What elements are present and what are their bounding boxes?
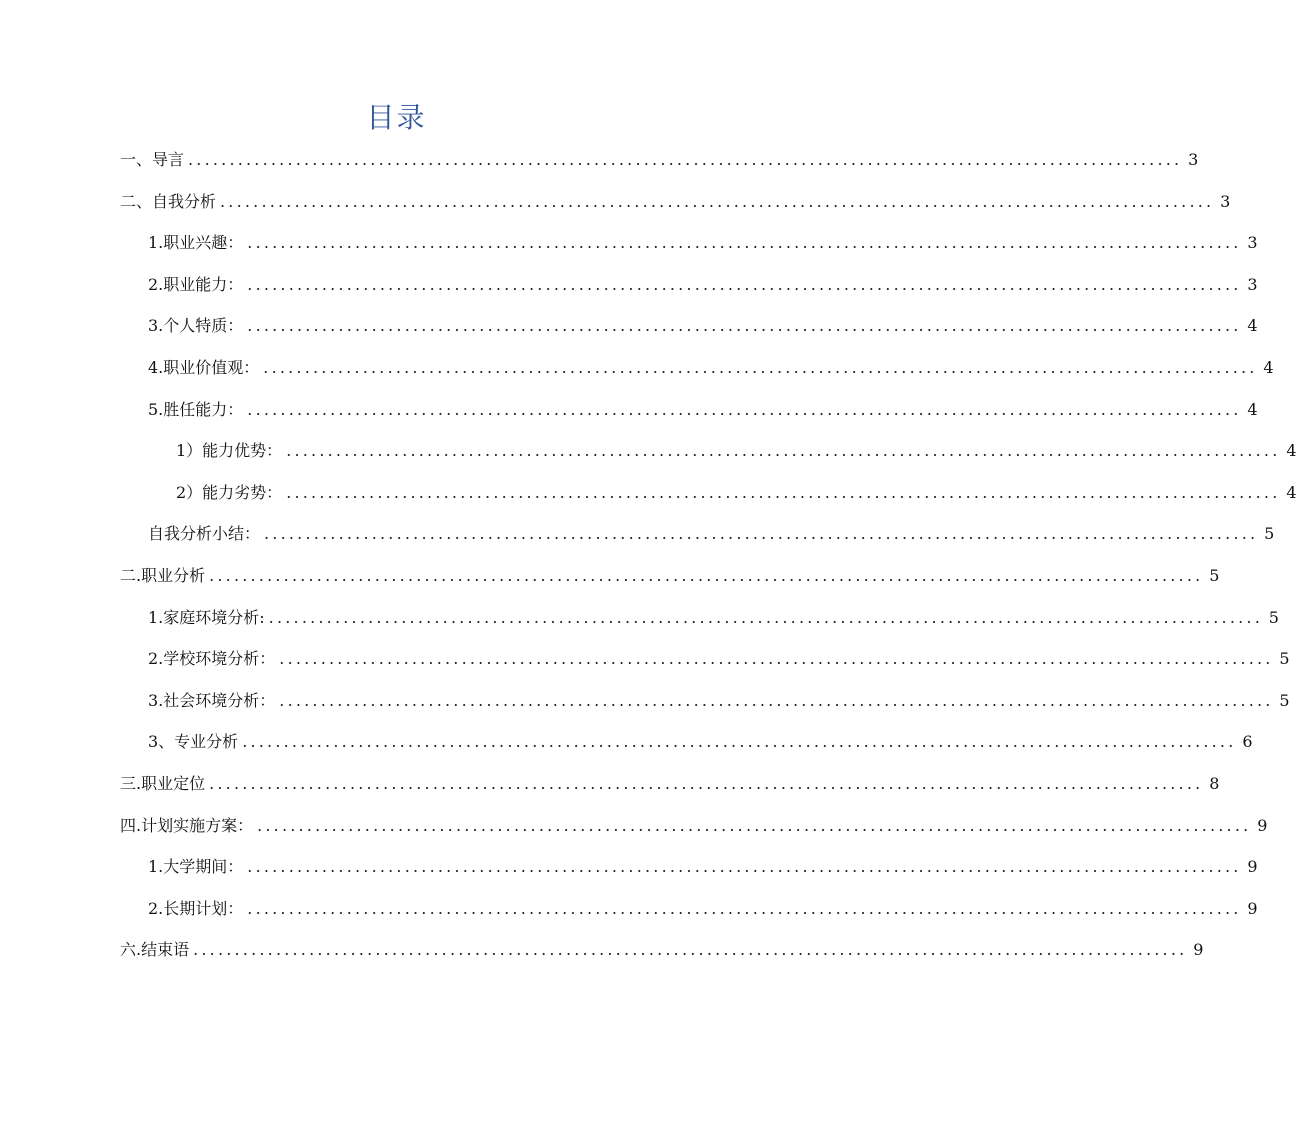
toc-leader-dots: ........................................................................................................................: [209, 566, 1204, 585]
toc-entry-label: 六.结束语: [120, 940, 190, 959]
toc-entry-page: 5: [1279, 649, 1290, 668]
toc-title: 目录: [366, 101, 427, 134]
toc-entry-label: 二.职业分析: [120, 566, 206, 585]
toc-leader-dots: ........................................................................................................................: [247, 400, 1242, 419]
toc-entry[interactable]: [120, 562, 1220, 586]
toc-entry[interactable]: [148, 396, 1258, 420]
toc-entry-label: 1.大学期间：: [148, 857, 244, 876]
toc-entry[interactable]: [176, 479, 1297, 503]
toc-entry-label: 4.职业价值观：: [148, 358, 260, 377]
toc-entry[interactable]: [120, 936, 1204, 960]
toc-entry-page: 9: [1193, 940, 1204, 959]
toc-entry[interactable]: [148, 271, 1258, 295]
toc-leader-dots: ........................................................................................................................: [247, 316, 1242, 335]
toc-leader-dots: ........................................................................................................................: [286, 441, 1281, 460]
toc-entry-label: 自我分析小结：: [148, 524, 261, 543]
toc-entry-page: 4: [1286, 441, 1297, 460]
toc-entry-page: 5: [1279, 691, 1290, 710]
toc-leader-dots: ........................................................................................................................: [188, 150, 1183, 169]
toc-entry-label: 3、专业分析: [148, 732, 239, 751]
toc-entry-label: 四.计划实施方案：: [120, 816, 254, 835]
toc-leader-dots: ........................................................................................................................: [264, 524, 1259, 543]
toc-leader-dots: ........................................................................................................................: [247, 857, 1242, 876]
toc-entry-label: 2.长期计划：: [148, 899, 244, 918]
toc-entry-label: 2）能力劣势：: [176, 483, 283, 502]
toc-entry[interactable]: [148, 354, 1274, 378]
toc-entry-page: 9: [1247, 899, 1258, 918]
toc-entry[interactable]: [148, 604, 1279, 628]
toc-leader-dots: ........................................................................................................................: [286, 483, 1281, 502]
toc-entry[interactable]: [148, 645, 1290, 669]
toc-entry-label: 2.学校环境分析：: [148, 649, 276, 668]
toc-entry[interactable]: [120, 812, 1268, 836]
toc-entry-label: 1）能力优势：: [176, 441, 283, 460]
toc-entry-label: 3.个人特质：: [148, 316, 244, 335]
toc-entry-label: 1.家庭环境分析:: [148, 608, 265, 627]
toc-entry-label: 2.职业能力：: [148, 275, 244, 294]
toc-entry[interactable]: [148, 312, 1258, 336]
toc-entry-page: 3: [1247, 275, 1258, 294]
toc-leader-dots: ........................................................................................................................: [247, 233, 1242, 252]
toc-leader-dots: ........................................................................................................................: [279, 691, 1274, 710]
toc-entry-page: 5: [1264, 524, 1275, 543]
toc-entry-page: 3: [1188, 150, 1199, 169]
toc-leader-dots: ........................................................................................................................: [242, 732, 1237, 751]
toc-entry-page: 3: [1247, 233, 1258, 252]
toc-entry[interactable]: [148, 520, 1275, 544]
toc-entry-page: 6: [1242, 732, 1253, 751]
toc-entry-page: 8: [1209, 774, 1220, 793]
toc-entry-label: 5.胜任能力：: [148, 400, 244, 419]
toc-entry-label: 二、自我分析: [120, 192, 217, 211]
toc-entry[interactable]: [148, 229, 1258, 253]
toc-entry-page: 9: [1247, 857, 1258, 876]
toc-entry-page: 4: [1263, 358, 1274, 377]
toc-leader-dots: ........................................................................................................................: [257, 816, 1252, 835]
toc-leader-dots: ........................................................................................................................: [263, 358, 1258, 377]
toc-entry-label: 三.职业定位: [120, 774, 206, 793]
toc-entry-label: 1.职业兴趣：: [148, 233, 244, 252]
toc-leader-dots: ........................................................................................................................: [268, 608, 1263, 627]
toc-entry[interactable]: [148, 853, 1258, 877]
toc-leader-dots: ........................................................................................................................: [193, 940, 1188, 959]
toc-entry[interactable]: [120, 770, 1220, 794]
toc-leader-dots: ........................................................................................................................: [209, 774, 1204, 793]
toc-leader-dots: ........................................................................................................................: [220, 192, 1215, 211]
toc-leader-dots: ........................................................................................................................: [247, 275, 1242, 294]
toc-entry-page: 4: [1286, 483, 1297, 502]
toc-entry[interactable]: [120, 146, 1199, 170]
toc-entry[interactable]: [148, 687, 1290, 711]
toc-leader-dots: ........................................................................................................................: [247, 899, 1242, 918]
toc-entry-page: 5: [1268, 608, 1279, 627]
toc-entry-page: 4: [1247, 400, 1258, 419]
toc-entry[interactable]: [148, 728, 1253, 752]
toc-leader-dots: ........................................................................................................................: [279, 649, 1274, 668]
toc-entry[interactable]: [120, 188, 1231, 212]
toc-entry-page: 4: [1247, 316, 1258, 335]
toc-entry[interactable]: [176, 437, 1297, 461]
toc-entry-page: 5: [1209, 566, 1220, 585]
toc-entry-label: 3.社会环境分析：: [148, 691, 276, 710]
toc-entry[interactable]: [148, 895, 1258, 919]
toc-entry-page: 3: [1220, 192, 1231, 211]
toc-entry-label: 一、导言: [120, 150, 185, 169]
toc-entry-page: 9: [1257, 816, 1268, 835]
